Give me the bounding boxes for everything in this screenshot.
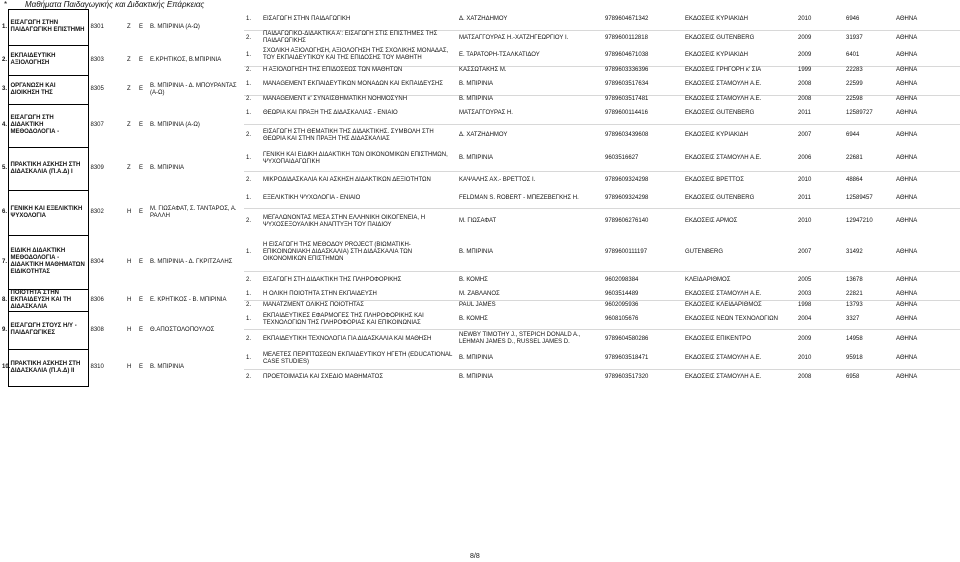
book-city: ΑΘΗΝΑ: [894, 171, 960, 190]
course-name: ΕΙΣΑΓΩΓΗ ΣΤΗΝ ΠΑΙΔΑΓΩΓΙΚΗ ΕΠΙΣΤΗΜΗ: [8, 10, 88, 46]
course-book-row: [0, 190, 960, 208]
book-year: 2008: [798, 81, 812, 88]
book-year: 2007: [796, 124, 844, 147]
course-semester: Ζ: [127, 122, 131, 128]
course-number: 5.: [2, 165, 8, 171]
header-title: Μαθήματα Παιδαγωγικής και Διδακτικής Επάρκειας: [25, 0, 205, 9]
book-author: Β. ΜΠΙΡΙΝΙΑ: [459, 355, 494, 362]
book-id: 6946: [846, 16, 860, 23]
book-id: 12589457: [846, 195, 873, 202]
course-semester: Η: [127, 364, 132, 370]
book-year: 2009: [798, 51, 812, 58]
book-isbn: 9603516627: [605, 155, 639, 162]
book-isbn: 9789600111197: [605, 249, 648, 256]
book-title: ΜΕΓΑΛΩΝΟΝΤΑΣ ΜΕΣΑ ΣΤΗΝ ΕΛΛΗΝΙΚΗ ΟΙΚΟΓΕΝΕΙΑ, Η ΨΥΧΟΣΕΞΟΥΑΛΙΚΗ ΑΝΑΠΤΥΞΗ ΤΟΥ ΠΑΙΔΙΟΥ: [261, 208, 457, 235]
course-book-row: [0, 45, 960, 66]
book-number: 2.: [244, 124, 261, 147]
book-title: ΜΑΝΑΤΖΜΕΝΤ ΟΛΙΚΗΣ ΠΟΙΟΤΗΤΑΣ: [261, 300, 457, 311]
course-name: ΕΚΠΑΙΔΕΥΤΙΚΗ ΑΞΙΟΛΟΓΗΣΗ: [8, 45, 88, 75]
book-title: ΓΕΝΙΚΗ ΚΑΙ ΕΙΔΙΚΗ ΔΙΔΑΚΤΙΚΗ ΤΩΝ ΟΙΚΟΝΟΜΙΚΩΝ ΕΠΙΣΤΗΜΩΝ, ΨΥΧΟΠΑΙΔΑΓΩΓΙΚΗ: [263, 151, 448, 165]
book-number: 2.: [244, 95, 261, 104]
book-title: ΜΙΚΡΟΔΙΔΑΣΚΑΛΙΑ ΚΑΙ ΑΣΚΗΣΗ ΔΙΔΑΚΤΙΚΩΝ ΔΕΞΙΟΤΗΤΩΝ: [261, 171, 457, 190]
book-isbn: 9789603517320: [603, 369, 683, 386]
book-number: 2.: [244, 329, 261, 349]
book-isbn: 9789603517634: [605, 81, 649, 88]
book-year: 2010: [798, 16, 812, 23]
book-publisher: ΕΚΔΟΣΕΙΣ GUTENBERG: [685, 110, 755, 117]
book-publisher: ΕΚΔΟΣΕΙΣ ΚΥΡΙΑΚΙΔΗ: [685, 16, 748, 23]
course-semester: Ζ: [127, 86, 131, 92]
book-id: 31492: [846, 249, 863, 256]
course-type: Ε: [139, 122, 144, 128]
book-city: ΑΘΗΝΑ: [894, 124, 960, 147]
course-name: ΠΡΑΚΤΙΚΗ ΑΣΚΗΣΗ ΣΤΗ ΔΙΔΑΣΚΑΛΙΑ (Π.Α.Δ) Ι: [8, 147, 88, 190]
course-professor: Β. ΜΠΙΡΙΝΙΑ (Α-Ω): [150, 122, 200, 128]
book-author: Β. ΜΠΙΡΙΝΙΑ: [459, 249, 494, 256]
book-isbn: 9603514489: [605, 290, 639, 297]
book-author: ΜΑΤΣΑΓΓΟΥΡΑΣ Η.: [459, 110, 513, 117]
book-title: Η ΕΙΣΑΓΩΓΗ ΤΗΣ ΜΕΘΟΔΟΥ PROJECT (ΒΙΩΜΑΤΙΚΗ-ΕΠΙΚΟΙΝΩΝΙΑΚΗ ΔΙΔΑΣΚΑΛΙΑ) ΣΤΗ ΔΙΔΑΣΚΑΛΙΑ ΤΩΝ ΟΙΚΟΝΟΜΙΚΩΝ ΕΠΙΣΤΗΜΩΝ: [263, 242, 413, 263]
book-title: ΣΧΟΛΙΚΗ ΑΞΙΟΛΟΓΗΣΗ, ΑΞΙΟΛΟΓΗΣΗ ΤΗΣ ΣΧΟΛΙΚΗΣ ΜΟΝΑΔΑΣ, ΤΟΥ ΕΚΠΑΙΔΕΥΤΙΚΟΥ ΚΑΙ ΤΗΣ ΕΠΙΔΟΣΗΣ ΤΟΥ ΜΑΘΗΤΗ: [263, 48, 449, 62]
book-number: 1.: [246, 355, 252, 362]
book-author: Δ. ΧΑΤΖΗΔΗΜΟΥ: [459, 16, 508, 23]
book-city: ΑΘΗΝΑ: [896, 16, 918, 23]
book-id: 13678: [844, 271, 894, 289]
book-year: 2007: [798, 249, 812, 256]
course-type: Ε: [139, 56, 144, 63]
course-number: 2.: [2, 56, 8, 63]
book-author: Μ. ΓΙΩΣΑΦΑΤ: [457, 208, 603, 235]
course-professor: Ε. ΚΡΗΤΙΚΟΣ - Β. ΜΠΙΡΙΝΙΑ: [150, 296, 227, 303]
course-name: ΠΟΙΟΤΗΤΑ ΣΤΗΝ ΕΚΠΑΙΔΕΥΣΗ ΚΑΙ ΤΗ ΔΙΔΑΣΚΑΛΙΑ: [8, 289, 88, 311]
course-name: ΟΡΓΑΝΩΣΗ ΚΑΙ ΔΙΟΙΚΗΣΗ ΤΗΣ: [8, 75, 88, 104]
book-city: ΑΘΗΝΑ: [896, 355, 918, 362]
book-publisher: ΕΚΔΟΣΕΙΣ ΣΤΑΜΟΥΛΗ Α.Ε.: [685, 355, 762, 362]
book-number: 1.: [246, 110, 252, 117]
book-title: Η ΟΛΙΚΗ ΠΟΙΟΤΗΤΑ ΣΤΗΝ ΕΚΠΑΙΔΕΥΣΗ: [263, 290, 377, 297]
course-book-row: [0, 349, 960, 369]
course-semester: Ζ: [127, 165, 131, 171]
book-publisher: ΕΚΔΟΣΕΙΣ ΚΥΡΙΑΚΙΔΗ: [685, 51, 748, 58]
course-name: ΕΙΣΑΓΩΓΗ ΣΤΟΥΣ Η/Υ - ΠΑΙΔΑΓΩΓΙΚΕΣ: [8, 311, 88, 349]
book-id: 14958: [844, 329, 894, 349]
book-year: 2009: [796, 329, 844, 349]
course-number: 1.: [2, 23, 8, 30]
book-number: 2.: [244, 31, 261, 46]
course-professor: Β. ΜΠΙΡΙΝΙΑ - Δ. ΜΠΟΥΡΑΝΤΑΣ (Α-Ω): [150, 82, 237, 96]
course-type: Ε: [139, 326, 144, 333]
book-publisher: ΕΚΔΟΣΕΙΣ ΚΛΕΙΔΑΡΙΘΜΟΣ: [683, 300, 796, 311]
book-number: 2.: [244, 271, 261, 289]
course-semester: Η: [127, 296, 132, 303]
book-publisher: ΕΚΔΟΣΕΙΣ ΣΤΑΜΟΥΛΗ Α.Ε.: [683, 369, 796, 386]
book-id: 22821: [846, 290, 863, 297]
course-professor: Β. ΜΠΙΡΙΝΙΑ (Α-Ω): [150, 23, 200, 30]
book-number: 2.: [244, 208, 261, 235]
book-city: ΑΘΗΝΑ: [896, 249, 918, 256]
book-city: ΑΘΗΝΑ: [896, 155, 918, 162]
course-code: 8306: [90, 296, 104, 303]
book-number: 1.: [246, 155, 252, 162]
book-author: Δ. ΧΑΤΖΗΔΗΜΟΥ: [457, 124, 603, 147]
book-year: 1999: [796, 66, 844, 75]
book-number: 1.: [246, 316, 252, 323]
course-professor: Β. ΜΠΙΡΙΝΙΑ: [150, 165, 185, 171]
book-title: ΕΙΣΑΓΩΓΗ ΣΤΗ ΘΕΜΑΤΙΚΗ ΤΗΣ ΔΙΔΑΚΤΙΚΗΣ. ΣΥΜΒΟΛΗ ΣΤΗ ΘΕΩΡΙΑ ΚΑΙ ΣΤΗΝ ΠΡΑΞΗ ΤΗΣ ΔΙΔΑΣΚΑΛΙΑΣ: [261, 124, 457, 147]
course-book-row: [0, 75, 960, 95]
book-isbn: 9602095936: [603, 300, 683, 311]
course-code: 8304: [90, 258, 104, 265]
book-isbn: 9602098384: [603, 271, 683, 289]
course-code: 8302: [90, 209, 104, 215]
book-number: 1.: [246, 290, 252, 297]
course-code: 8301: [90, 23, 104, 30]
book-id: 22681: [846, 155, 863, 162]
book-author: NEWBY TIMOTHY J., STEPICH DONALD A., LEHMAN JAMES D., RUSSEL JAMES D.: [457, 329, 603, 349]
book-title: ΠΡΟΕΤΟΙΜΑΣΙΑ ΚΑΙ ΣΧΕΔΙΟ ΜΑΘΗΜΑΤΟΣ: [261, 369, 457, 386]
course-book-row: [0, 147, 960, 171]
book-isbn: 9789604580286: [603, 329, 683, 349]
book-city: ΑΘΗΝΑ: [896, 316, 918, 323]
course-code: 8303: [90, 56, 104, 63]
course-name: ΕΙΣΑΓΩΓΗ ΣΤΗ ΔΙΔΑΚΤΙΚΗ ΜΕΘΟΔΟΛΟΓΙΑ -: [8, 104, 88, 147]
book-year: 2004: [798, 316, 812, 323]
page-number: 8/8: [470, 553, 480, 560]
course-number: 8.: [2, 296, 8, 303]
course-professor: Μ. ΓΙΩΣΑΦΑΤ, Σ. ΤΑΝΤΑΡΟΣ, Α. ΡΑΛΛΗ: [150, 205, 237, 219]
book-year: 2006: [798, 155, 812, 162]
book-publisher: ΕΚΔΟΣΕΙΣ ΕΠΙΚΕΝΤΡΟ: [683, 329, 796, 349]
course-number: 3.: [2, 86, 8, 92]
book-city: ΑΘΗΝΑ: [896, 195, 918, 202]
book-id: 12589727: [846, 110, 873, 117]
course-book-row: [0, 10, 960, 31]
book-isbn: 9608105676: [605, 316, 639, 323]
book-author: ΚΑΣΣΩΤΑΚΗΣ Μ.: [457, 66, 603, 75]
course-number: 4.: [2, 122, 8, 128]
course-semester: Ζ: [127, 56, 131, 63]
book-publisher: ΕΚΔΟΣΕΙΣ ΓΡΗΓΟΡΗ κ' ΣΙΑ: [683, 66, 796, 75]
book-isbn: 9789604671342: [605, 16, 649, 23]
book-city: ΑΘΗΝΑ: [896, 81, 918, 88]
book-author: Β. ΚΟΜΗΣ: [457, 271, 603, 289]
book-id: 6944: [844, 124, 894, 147]
book-city: ΑΘΗΝΑ: [894, 208, 960, 235]
book-isbn: 9789603518471: [605, 355, 649, 362]
book-year: 2011: [798, 195, 811, 202]
book-publisher: ΕΚΔΟΣΕΙΣ ΣΤΑΜΟΥΛΗ Α.Ε.: [685, 81, 762, 88]
book-author: ΚΑΨΑΛΗΣ ΑΧ.- ΒΡΕΤΤΟΣ Ι.: [457, 171, 603, 190]
book-id: 13793: [844, 300, 894, 311]
course-code: 8305: [90, 86, 104, 92]
book-isbn: 9789600114416: [605, 110, 648, 117]
course-type: Ε: [139, 258, 144, 265]
book-id: 31937: [844, 31, 894, 46]
book-city: ΑΘΗΝΑ: [894, 369, 960, 386]
course-book-row: [0, 311, 960, 329]
course-code: 8308: [90, 326, 104, 333]
book-number: 2.: [244, 171, 261, 190]
book-id: 6958: [844, 369, 894, 386]
book-title: Η ΑΞΙΟΛΟΓΗΣΗ ΤΗΣ ΕΠΙΔΟΣΕΩΣ ΤΩΝ ΜΑΘΗΤΩΝ: [261, 66, 457, 75]
book-author: Β. ΜΠΙΡΙΝΙΑ: [459, 81, 494, 88]
book-publisher: ΕΚΔΟΣΕΙΣ ΝΕΩΝ ΤΕΧΝΟΛΟΓΙΩΝ: [685, 316, 778, 323]
book-year: 2010: [796, 208, 844, 235]
book-year: 2011: [798, 110, 811, 117]
book-isbn: 9789603439608: [603, 124, 683, 147]
course-number: 7.: [2, 258, 8, 265]
book-author: Ε. ΤΑΡΑΤΟΡΗ-ΤΣΑΛΚΑΤΙΔΟΥ: [459, 51, 540, 58]
book-id: 3327: [846, 316, 860, 323]
book-number: 1.: [246, 81, 252, 88]
book-isbn: 9789600112818: [603, 31, 683, 46]
book-number: 1.: [246, 249, 252, 256]
course-book-row: [0, 104, 960, 124]
book-id: 48864: [844, 171, 894, 190]
book-number: 2.: [244, 66, 261, 75]
book-city: ΑΘΗΝΑ: [894, 95, 960, 104]
book-publisher: ΕΚΔΟΣΕΙΣ ΣΤΑΜΟΥΛΗ Α.Ε.: [685, 155, 762, 162]
book-number: 2.: [244, 300, 261, 311]
course-semester: Ζ: [127, 23, 131, 30]
course-professor: Β. ΜΠΙΡΙΝΙΑ - Δ. ΓΚΡΙΤΖΑΛΗΣ: [150, 258, 233, 265]
book-publisher: ΕΚΔΟΣΕΙΣ GUTENBERG: [683, 31, 796, 46]
book-id: 6401: [846, 51, 860, 58]
book-isbn: 9789603517481: [603, 95, 683, 104]
book-title: ΕΚΠΑΙΔΕΥΤΙΚΕΣ ΕΦΑΡΜΟΓΕΣ ΤΗΣ ΠΛΗΡΟΦΟΡΙΚΗΣ ΚΑΙ ΤΕΧΝΟΛΟΓΙΩΝ ΤΗΣ ΠΛΗΡΟΦΟΡΙΑΣ ΚΑΙ ΕΠΙΚΟΙΝΩΝΙΑΣ: [263, 312, 424, 326]
book-year: 2010: [798, 355, 812, 362]
course-code: 8307: [90, 122, 104, 128]
book-author: Β. ΜΠΙΡΙΝΙΑ: [459, 155, 494, 162]
book-year: 2010: [796, 171, 844, 190]
book-isbn: 9789603336396: [603, 66, 683, 75]
book-author: PAUL JAMES: [457, 300, 603, 311]
book-isbn: 9789609324298: [605, 195, 649, 202]
course-semester: Η: [127, 258, 132, 265]
book-year: 2003: [798, 290, 812, 297]
course-type: Ε: [139, 165, 144, 171]
book-publisher: ΕΚΔΟΣΕΙΣ ΑΡΜΟΣ: [683, 208, 796, 235]
book-title: ΜΕΛΕΤΕΣ ΠΕΡΙΠΤΩΣΕΩΝ ΕΚΠΑΙΔΕΥΤΙΚΟΥ ΗΓΕΤΗ (EDUCATIONAL CASE STUDIES): [263, 351, 453, 365]
book-city: ΑΘΗΝΑ: [896, 110, 918, 117]
book-id: 22598: [844, 95, 894, 104]
course-type: Ε: [139, 86, 144, 92]
book-isbn: 9789609324298: [603, 171, 683, 190]
book-publisher: ΚΛΕΙΔΑΡΙΘΜΟΣ: [683, 271, 796, 289]
course-book-row: [0, 235, 960, 271]
book-title: ΕΞΕΛΙΚΤΙΚΗ ΨΥΧΟΛΟΓΙΑ - ΕΝΙΑΙΟ: [263, 195, 361, 202]
book-title: ΠΑΙΔΑΓΩΓΙΚΟ-ΔΙΔΑΚΤΙΚΑ Α': ΕΙΣΑΓΩΓΗ ΣΤΙΣ ΕΠΙΣΤΗΜΕΣ ΤΗΣ ΠΑΙΔΑΓΩΓΙΚΗΣ: [261, 31, 457, 46]
book-city: ΑΘΗΝΑ: [894, 300, 960, 311]
book-city: ΑΘΗΝΑ: [894, 31, 960, 46]
course-name: ΕΙΔΙΚΗ ΔΙΔΑΚΤΙΚΗ ΜΕΘΟΔΟΛΟΓΙΑ - ΔΙΔΑΚΤΙΚΗ ΜΑΘΗΜΑΤΩΝ ΕΙΔΙΚΟΤΗΤΑΣ: [8, 235, 88, 289]
book-id: 12947210: [844, 208, 894, 235]
book-city: ΑΘΗΝΑ: [894, 329, 960, 349]
course-professor: Β. ΜΠΙΡΙΝΙΑ: [150, 364, 185, 370]
book-author: Β. ΜΠΙΡΙΝΙΑ: [457, 369, 603, 386]
book-publisher: ΕΚΔΟΣΕΙΣ ΣΤΑΜΟΥΛΗ Α.Ε.: [685, 290, 762, 297]
book-isbn: 9789604671038: [605, 51, 649, 58]
course-number: 9.: [2, 326, 8, 333]
course-type: Ε: [139, 364, 144, 370]
book-year: 1998: [796, 300, 844, 311]
book-number: 2.: [244, 369, 261, 386]
book-publisher: ΕΚΔΟΣΕΙΣ ΒΡΕΤΤΟΣ: [683, 171, 796, 190]
book-title: MANAGEMENT ΕΚΠΑΙΔΕΥΤΙΚΩΝ ΜΟΝΑΔΩΝ ΚΑΙ ΕΚΠΑΙΔΕΥΣΗΣ: [263, 81, 443, 88]
book-publisher: ΕΚΔΟΣΕΙΣ GUTENBERG: [685, 195, 755, 202]
book-year: 2009: [796, 31, 844, 46]
book-author: ΜΑΤΣΑΓΓΟΥΡΑΣ Η.-ΧΑΤΖΗΓΕΩΡΓΙΟΥ Ι.: [457, 31, 603, 46]
book-author: Β. ΜΠΙΡΙΝΙΑ: [457, 95, 603, 104]
book-isbn: 9789606276140: [603, 208, 683, 235]
book-year: 2005: [796, 271, 844, 289]
book-number: 1.: [246, 51, 252, 58]
book-title: ΘΕΩΡΙΑ ΚΑΙ ΠΡΑΞΗ ΤΗΣ ΔΙΔΑΣΚΑΛΙΑΣ - ΕΝΙΑΙΟ: [263, 110, 398, 117]
book-id: 95918: [846, 355, 863, 362]
book-id: 22283: [844, 66, 894, 75]
course-name: ΠΡΑΚΤΙΚΗ ΑΣΚΗΣΗ ΣΤΗ ΔΙΔΑΣΚΑΛΙΑ (Π.Α.Δ) ΙΙ: [8, 349, 88, 386]
book-publisher: GUTENBERG: [685, 249, 724, 256]
book-author: Μ. ΖΑΒΛΑΝΟΣ: [459, 290, 500, 297]
book-number: 1.: [246, 195, 252, 202]
course-professor: Ε.ΚΡΗΤΙΚΟΣ, Β.ΜΠΙΡΙΝΙΑ: [150, 56, 222, 63]
course-name: ΓΕΝΙΚΗ ΚΑΙ ΕΞΕΛΙΚΤΙΚΗ ΨΥΧΟΛΟΓΙΑ: [8, 190, 88, 235]
course-body: [0, 10, 960, 387]
book-title: ΕΚΠΑΙΔΕΥΤΙΚΗ ΤΕΧΝΟΛΟΓΙΑ ΓΙΑ ΔΙΔΑΣΚΑΛΙΑ ΚΑΙ ΜΑΘΗΣΗ: [261, 329, 457, 349]
book-author: FELDMAN S. ROBERT - ΜΠΕΖΕΒΕΓΚΗΣ Η.: [459, 195, 579, 202]
book-title: ΕΙΣΑΓΩΓΗ ΣΤΗΝ ΠΑΙΔΑΓΩΓΙΚΗ: [263, 16, 351, 23]
course-type: Ε: [139, 209, 144, 215]
course-code: 8310: [90, 364, 104, 370]
course-semester: Η: [127, 326, 132, 333]
course-professor: Θ.ΑΠΟΣΤΟΛΟΠΟΥΛΟΣ: [150, 326, 215, 333]
course-type: Ε: [139, 23, 144, 30]
book-city: ΑΘΗΝΑ: [894, 271, 960, 289]
course-number: 10.: [2, 364, 11, 370]
course-type: Ε: [139, 296, 144, 303]
book-id: 22599: [846, 81, 863, 88]
course-code: 8309: [90, 165, 104, 171]
book-city: ΑΘΗΝΑ: [894, 66, 960, 75]
course-semester: Η: [127, 209, 132, 215]
course-number: 6.: [2, 209, 8, 215]
book-year: 2008: [796, 95, 844, 104]
book-title: ΕΙΣΑΓΩΓΗ ΣΤΗ ΔΙΔΑΚΤΙΚΗ ΤΗΣ ΠΛΗΡΟΦΟΡΙΚΗΣ: [261, 271, 457, 289]
book-number: 1.: [246, 16, 252, 23]
course-table: [0, 9, 960, 387]
book-city: ΑΘΗΝΑ: [896, 51, 918, 58]
book-publisher: ΕΚΔΟΣΕΙΣ ΚΥΡΙΑΚΙΔΗ: [683, 124, 796, 147]
book-title: MANAGEMENT κ' ΣΥΝΑΙΣΘΗΜΑΤΙΚΗ ΝΟΗΜΟΣΥΝΗ: [261, 95, 457, 104]
header-star: *: [4, 0, 8, 9]
book-year: 2008: [796, 369, 844, 386]
course-book-row: [0, 289, 960, 300]
book-city: ΑΘΗΝΑ: [896, 290, 918, 297]
book-author: Β. ΚΟΜΗΣ: [459, 316, 488, 323]
book-publisher: ΕΚΔΟΣΕΙΣ ΣΤΑΜΟΥΛΗ Α.Ε.: [683, 95, 796, 104]
